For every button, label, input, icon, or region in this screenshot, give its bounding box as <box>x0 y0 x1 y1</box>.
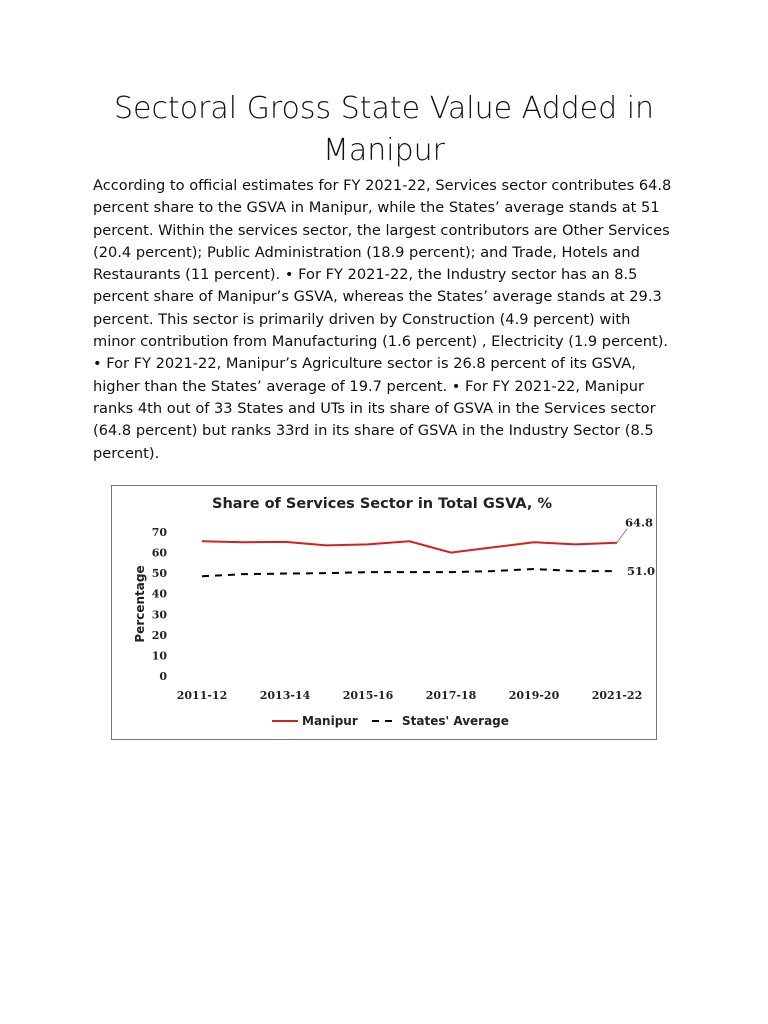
x-tick-label: 2021-22 <box>591 689 643 702</box>
x-axis <box>177 689 643 702</box>
y-axis <box>152 526 168 683</box>
y-tick-label: 50 <box>151 567 167 581</box>
x-tick-label: 2019-20 <box>508 689 560 702</box>
plot-area <box>202 541 617 576</box>
y-tick-label: 70 <box>151 526 167 539</box>
page-title: Sectoral Gross State Value Added in Manipur <box>113 91 655 168</box>
services-share-chart <box>111 485 657 740</box>
legend-label: States' Average <box>402 714 509 728</box>
y-axis-title: Percentage <box>133 565 147 643</box>
data-labels <box>617 516 655 578</box>
x-tick-label: 2015-16 <box>342 689 394 702</box>
series-line <box>202 541 617 552</box>
data-label: 64.8 <box>624 515 654 530</box>
x-tick-label: 2013-14 <box>259 689 311 702</box>
y-tick-label: 40 <box>151 587 167 601</box>
body-paragraph: According to official estimates for FY 2021-22, Services sector contributes 64.8 percent share to the GSVA in Manipur, while the States’ average stands at 51 percent. Within the services sector, the largest contributors are Other Services (20.4 percent); Public Administration (18.9 percent); and Trade, Hotels and Restaurants (11 percent). • For FY 2021-22, the Industry sector has an 8.5 percent share of Manipur’s GSVA, whereas the States’ average stands at 29.3 percent. This sector is primarily driven by Construction (4.9 percent) with minor contribution from Manufacturing (1.6 percent) , Electricity (1.9 percent). • For FY 2021-22, Manipur’s Agriculture sector is 26.8 percent of its GSVA, higher than the States’ average of 19.7 percent. • For FY 2021-22, Manipur ranks 4th out of 33 States and UTs in its share of GSVA in the Services sector (64.8 percent) but ranks 33rd in its share of GSVA in the Industry Sector (8.5 percent). <box>93 177 672 462</box>
y-tick-label: 30 <box>151 608 167 622</box>
y-tick-label: 60 <box>151 546 167 560</box>
x-tick-label: 2011-12 <box>176 689 228 702</box>
series-line <box>202 569 617 576</box>
chart-canvas <box>112 486 658 741</box>
legend <box>272 714 509 728</box>
y-tick-label: 10 <box>151 649 167 663</box>
chart-title: Share of Services Sector in Total GSVA, % <box>212 496 552 512</box>
y-tick-label: 20 <box>151 628 167 642</box>
x-tick-label: 2017-18 <box>425 689 477 702</box>
data-label-leader <box>617 529 627 543</box>
y-tick-label: 0 <box>159 670 167 683</box>
data-label: 51.0 <box>627 564 656 579</box>
legend-label: Manipur <box>302 714 358 728</box>
